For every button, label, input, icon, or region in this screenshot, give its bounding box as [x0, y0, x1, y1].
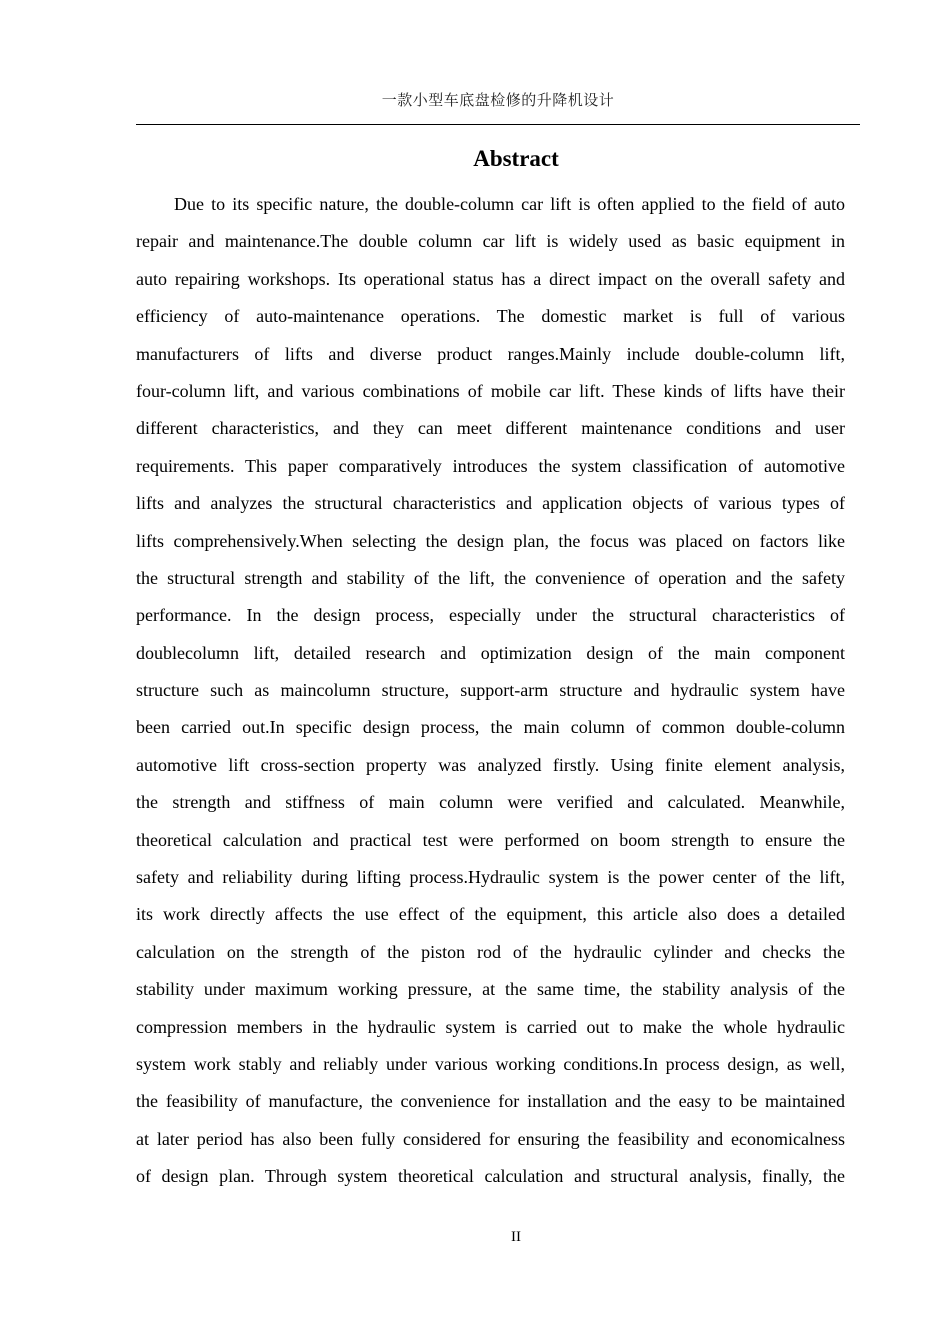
abstract-line: lifts and analyzes the structural characteristics and application objects of various types of	[136, 493, 845, 514]
abstract-line: been carried out.In specific design process, the main column of common double-column	[136, 717, 845, 738]
abstract-line: its work directly affects the use effect of the equipment, this article also does a detailed	[136, 904, 845, 925]
abstract-line: the strength and stiffness of main column were verified and calculated. Meanwhile,	[136, 792, 845, 813]
abstract-line: Due to its specific nature, the double-column car lift is often applied to the field of auto	[174, 194, 845, 214]
abstract-line: calculation on the strength of the piston rod of the hydraulic cylinder and checks the	[136, 941, 845, 962]
abstract-line: manufacturers of lifts and diverse product ranges.Mainly include double-column lift,	[136, 343, 845, 364]
abstract-line: performance. In the design process, especially under the structural characteristics of	[136, 605, 845, 626]
section-title: Abstract	[473, 146, 559, 171]
running-header: 一款小型车底盘检修的升降机设计	[381, 91, 615, 109]
abstract-line: at later period has also been fully considered for ensuring the feasibility and economicalness	[136, 1128, 845, 1149]
abstract-line: compression members in the hydraulic system is carried out to make the whole hydraulic	[136, 1016, 845, 1037]
abstract-line: safety and reliability during lifting process.Hydraulic system is the power center of the lift,	[136, 867, 845, 888]
abstract-line: theoretical calculation and practical test were performed on boom strength to ensure the	[136, 829, 845, 850]
abstract-line: stability under maximum working pressure, at the same time, the stability analysis of the	[136, 979, 845, 1000]
header-rule	[136, 124, 860, 125]
abstract-line: auto repairing workshops. Its operational status has a direct impact on the overall safety and	[136, 268, 845, 289]
abstract-line: four-column lift, and various combinations of mobile car lift. These kinds of lifts have their	[136, 380, 845, 401]
abstract-line: doublecolumn lift, detailed research and optimization design of the main component	[136, 642, 845, 663]
abstract-paragraph	[136, 186, 845, 1196]
abstract-line: of design plan. Through system theoretical calculation and structural analysis, finally, the	[136, 1166, 845, 1187]
abstract-line: efficiency of auto-maintenance operations. The domestic market is full of various	[136, 306, 845, 327]
abstract-line: repair and maintenance.The double column car lift is widely used as basic equipment in	[136, 231, 845, 252]
abstract-line: requirements. This paper comparatively introduces the system classification of automotive	[136, 455, 845, 476]
abstract-line: the structural strength and stability of the lift, the convenience of operation and the safety	[136, 567, 845, 588]
abstract-line: lifts comprehensively.When selecting the design plan, the focus was placed on factors like	[136, 530, 845, 551]
abstract-line: system work stably and reliably under various working conditions.In process design, as well,	[136, 1053, 845, 1074]
abstract-line: automotive lift cross-section property was analyzed firstly. Using finite element analysis,	[136, 754, 845, 775]
abstract-line: the feasibility of manufacture, the convenience for installation and the easy to be maintained	[136, 1091, 845, 1112]
abstract-line: structure such as maincolumn structure, support-arm structure and hydraulic system have	[136, 680, 845, 701]
page-number: II	[511, 1229, 521, 1245]
abstract-line: different characteristics, and they can meet different maintenance conditions and user	[136, 418, 845, 439]
